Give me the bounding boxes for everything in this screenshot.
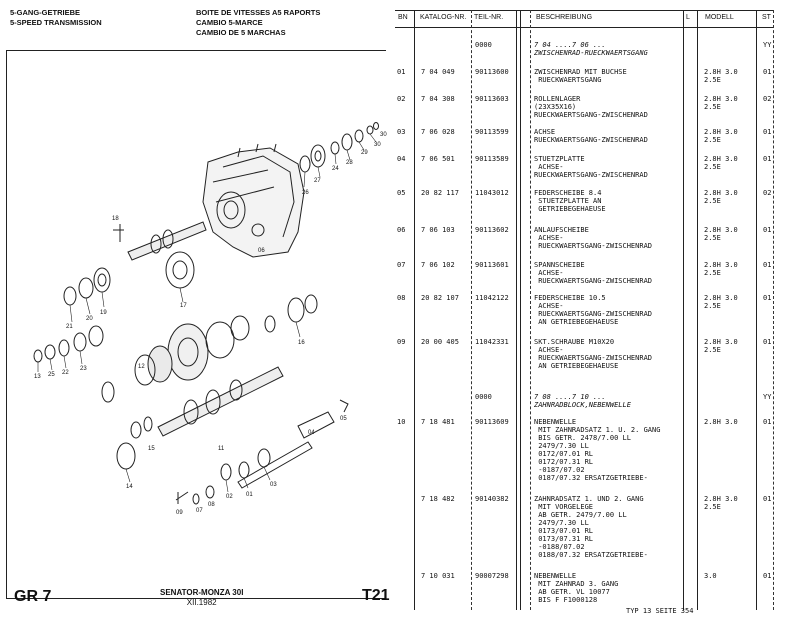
callout-label: 13 [34,374,41,380]
group-label: GR 7 [14,588,52,605]
row-st: 02 [763,189,772,197]
row-teil: 90113601 [475,261,509,269]
input-shaft [113,222,206,260]
gear-cluster [135,295,317,385]
row-st: 01 [763,128,772,136]
row-bn: 10 [397,418,406,426]
row-modell: 2.8H 3.0 2.5E [704,68,738,84]
exploded-diagram [8,52,388,582]
row-modell: 2.8H 3.0 2.5E [704,128,738,144]
row-beschreibung: SPANNSCHEIBE ACHSE- RUECKWAERTSGANG-ZWISCHENRAD [534,261,653,285]
row-modell: 2.8H 3.0 2.5E [704,338,738,354]
title-es1: CAMBIO 5-MARCE [196,18,263,27]
row-beschreibung: FEDERSCHEIBE 10.5 ACHSE- RUECKWAERTSGANG-ZWISCHENRAD AN GETRIEBEGEHAEUSE [534,294,653,326]
row-katalog: 7 06 103 [421,226,455,234]
callout-label: 07 [196,508,203,514]
parts-row-top [300,123,379,173]
callout-label: 24 [332,166,339,172]
row-katalog: 7 18 482 [421,495,455,503]
row-katalog: 7 06 102 [421,261,455,269]
row-st: 01 [763,418,772,426]
row-katalog: 7 06 028 [421,128,455,136]
callout-label: 05 [340,416,347,422]
row-modell: 2.8H 3.0 2.5E [704,189,738,205]
row-beschreibung: ZWISCHENRAD MIT BUCHSE RUECKWAERTSGANG [534,68,627,84]
row-teil: 0000 [475,393,492,401]
model-block [160,588,243,608]
row-katalog: 7 04 049 [421,68,455,76]
drawing-panel [0,0,392,634]
row-teil: 90140382 [475,495,509,503]
callout-label: 22 [62,370,69,376]
col-modell: MODELL [705,14,734,21]
row-st: 01 [763,495,772,503]
callout-label: 03 [270,482,277,488]
row-katalog: 7 06 501 [421,155,455,163]
row-teil: 90113609 [475,418,509,426]
callout-label: 06 [258,248,265,254]
callout-label: 23 [80,366,87,372]
bearing-17 [166,252,194,288]
row-teil: 90113603 [475,95,509,103]
callout-label: 25 [48,372,55,378]
callout-label: 15 [148,446,155,452]
title-es2: CAMBIO DE 5 MARCHAS [196,28,286,37]
gearbox-housing [203,144,304,257]
row-beschreibung: STUETZPLATTE ACHSE- RUECKWAERTSGANG-ZWISCHENRAD [534,155,648,179]
row-beschreibung: 7 04 ....7 06 ... ZWISCHENRAD-RUECKWAERTSGANG [534,41,648,57]
callout-label: 18 [112,216,119,222]
row-teil: 11042122 [475,294,509,302]
callout-label: 02 [226,494,233,500]
row-st: 01 [763,261,772,269]
row-beschreibung: ROLLENLAGER (23X35X16) RUECKWAERTSGANG-ZWISCHENRAD [534,95,648,119]
row-katalog: 20 82 117 [421,189,459,197]
row-st: 01 [763,226,772,234]
callout-label: 26 [302,190,309,196]
row-st: 01 [763,572,772,580]
callout-label: 12 [138,364,145,370]
row-katalog: 7 18 481 [421,418,455,426]
col-l: L [686,14,690,21]
row-modell: 2.8H 3.0 2.5E [704,294,738,310]
title-de: 5-GANG-GETRIEBE [10,8,81,17]
row-st: 01 [763,294,772,302]
row-katalog: 20 82 107 [421,294,459,302]
row-bn: 02 [397,95,406,103]
row-teil: 0000 [475,41,492,49]
row-st: YY [763,41,772,49]
callout-label: 20 [86,316,93,322]
callout-label: 30 [374,142,381,148]
row-teil: 90113600 [475,68,509,76]
row-beschreibung: ANLAUFSCHEIBE ACHSE- RUECKWAERTSGANG-ZWISCHENRAD [534,226,653,250]
row-beschreibung: ZAHNRADSATZ 1. UND 2. GANG MIT VORGELEGE AB GETR. 2479/7.00 LL 2479/7.30 LL 0173/07.01 RL 0173/07.31 RL -0188/07.02 0188/07.32 ERSATZGETRIEBE- [534,495,648,559]
row-bn: 06 [397,226,406,234]
row-st: YY [763,393,772,401]
callout-label: 16 [298,340,305,346]
col-st: ST [762,14,771,21]
row-beschreibung: SKT.SCHRAUBE M10X20 ACHSE- RUECKWAERTSGANG-ZWISCHENRAD AN GETRIEBEGEHAEUSE [534,338,653,370]
model-name: SENATOR-MONZA 30I [160,588,244,597]
row-beschreibung: FEDERSCHEIBE 8.4 STUETZPLATTE AN GETRIEBEGEHAEUSE [534,189,606,213]
row-teil: 90113589 [475,155,509,163]
row-teil: 11042331 [475,338,509,346]
row-beschreibung: NEBENWELLE MIT ZAHNRADSATZ 1. U. 2. GANG BIS GETR. 2478/7.00 LL 2479/7.30 LL 0172/07.01 RL 0172/07.31 RL -0187/07.02 0187/07.32 ERSATZGETRIEBE- [534,418,661,482]
callout-label: 08 [208,502,215,508]
row-st: 01 [763,338,772,346]
row-teil: 90113599 [475,128,509,136]
row-modell: 2.8H 3.0 2.5E [704,495,738,511]
row-teil: 11043012 [475,189,509,197]
col-teil: TEIL-NR. [474,14,504,21]
title-block-right [196,8,320,38]
row-katalog: 7 10 031 [421,572,455,580]
col-bn: BN [398,14,408,21]
row-modell: 3.0 [704,572,717,580]
row-beschreibung: NEBENWELLE MIT ZAHNRAD 3. GANG AB GETR. VL 10077 BIS F F1000128 [534,572,619,604]
row-katalog: 7 04 308 [421,95,455,103]
row-katalog: 20 00 405 [421,338,459,346]
row-bn: 01 [397,68,406,76]
model-date: XII.1982 [186,598,217,607]
callout-label: 19 [100,310,107,316]
countershaft [158,367,283,436]
row-st: 02 [763,95,772,103]
callout-label: 11 [218,446,225,452]
row-st: 01 [763,68,772,76]
row-modell: 2.8H 3.0 2.5E [704,95,738,111]
title-en: 5-SPEED TRANSMISSION [10,18,102,27]
row-teil: 90113602 [475,226,509,234]
row-bn: 09 [397,338,406,346]
frame-left [6,50,7,598]
row-bn: 03 [397,128,406,136]
callout-label: 28 [346,160,353,166]
parts-row-left [34,326,152,469]
row-modell: 2.8H 3.0 2.5E [704,226,738,242]
row-st: 01 [763,155,772,163]
col-katalog: KATALOG-NR. [420,14,467,21]
callout-label: 21 [66,324,73,330]
table-number: T21 [362,587,390,604]
row-beschreibung: 7 08 ....7 10 ... ZAHNRADBLOCK,NEBENWELLE [534,393,631,409]
row-bn: 04 [397,155,406,163]
row-modell: 2.8H 3.0 2.5E [704,261,738,277]
row-bn: 08 [397,294,406,302]
callout-label: 01 [246,492,253,498]
row-beschreibung: ACHSE RUECKWAERTSGANG-ZWISCHENRAD [534,128,648,144]
row-modell: 2.8H 3.0 2.5E [704,155,738,171]
page-reference: TYP 13 SEITE 354 [626,607,694,615]
row-bn: 07 [397,261,406,269]
callout-label: 27 [314,178,321,184]
callout-label: 17 [180,303,187,309]
row-modell: 2.8H 3.0 [704,418,738,426]
callout-label: 14 [126,484,133,490]
callout-label: 04 [308,430,315,436]
row-teil: 90007298 [475,572,509,580]
col-beschreibung: BESCHREIBUNG [536,14,593,21]
callout-label: 29 [361,150,368,156]
parts-rows [395,0,800,634]
callout-label: 09 [176,510,183,516]
row-bn: 05 [397,189,406,197]
callout-label: 30 [380,132,387,138]
title-block-left [10,8,102,28]
header-rule [6,50,386,51]
title-fr: BOITE DE VITESSES A5 RAPORTS [196,8,321,17]
